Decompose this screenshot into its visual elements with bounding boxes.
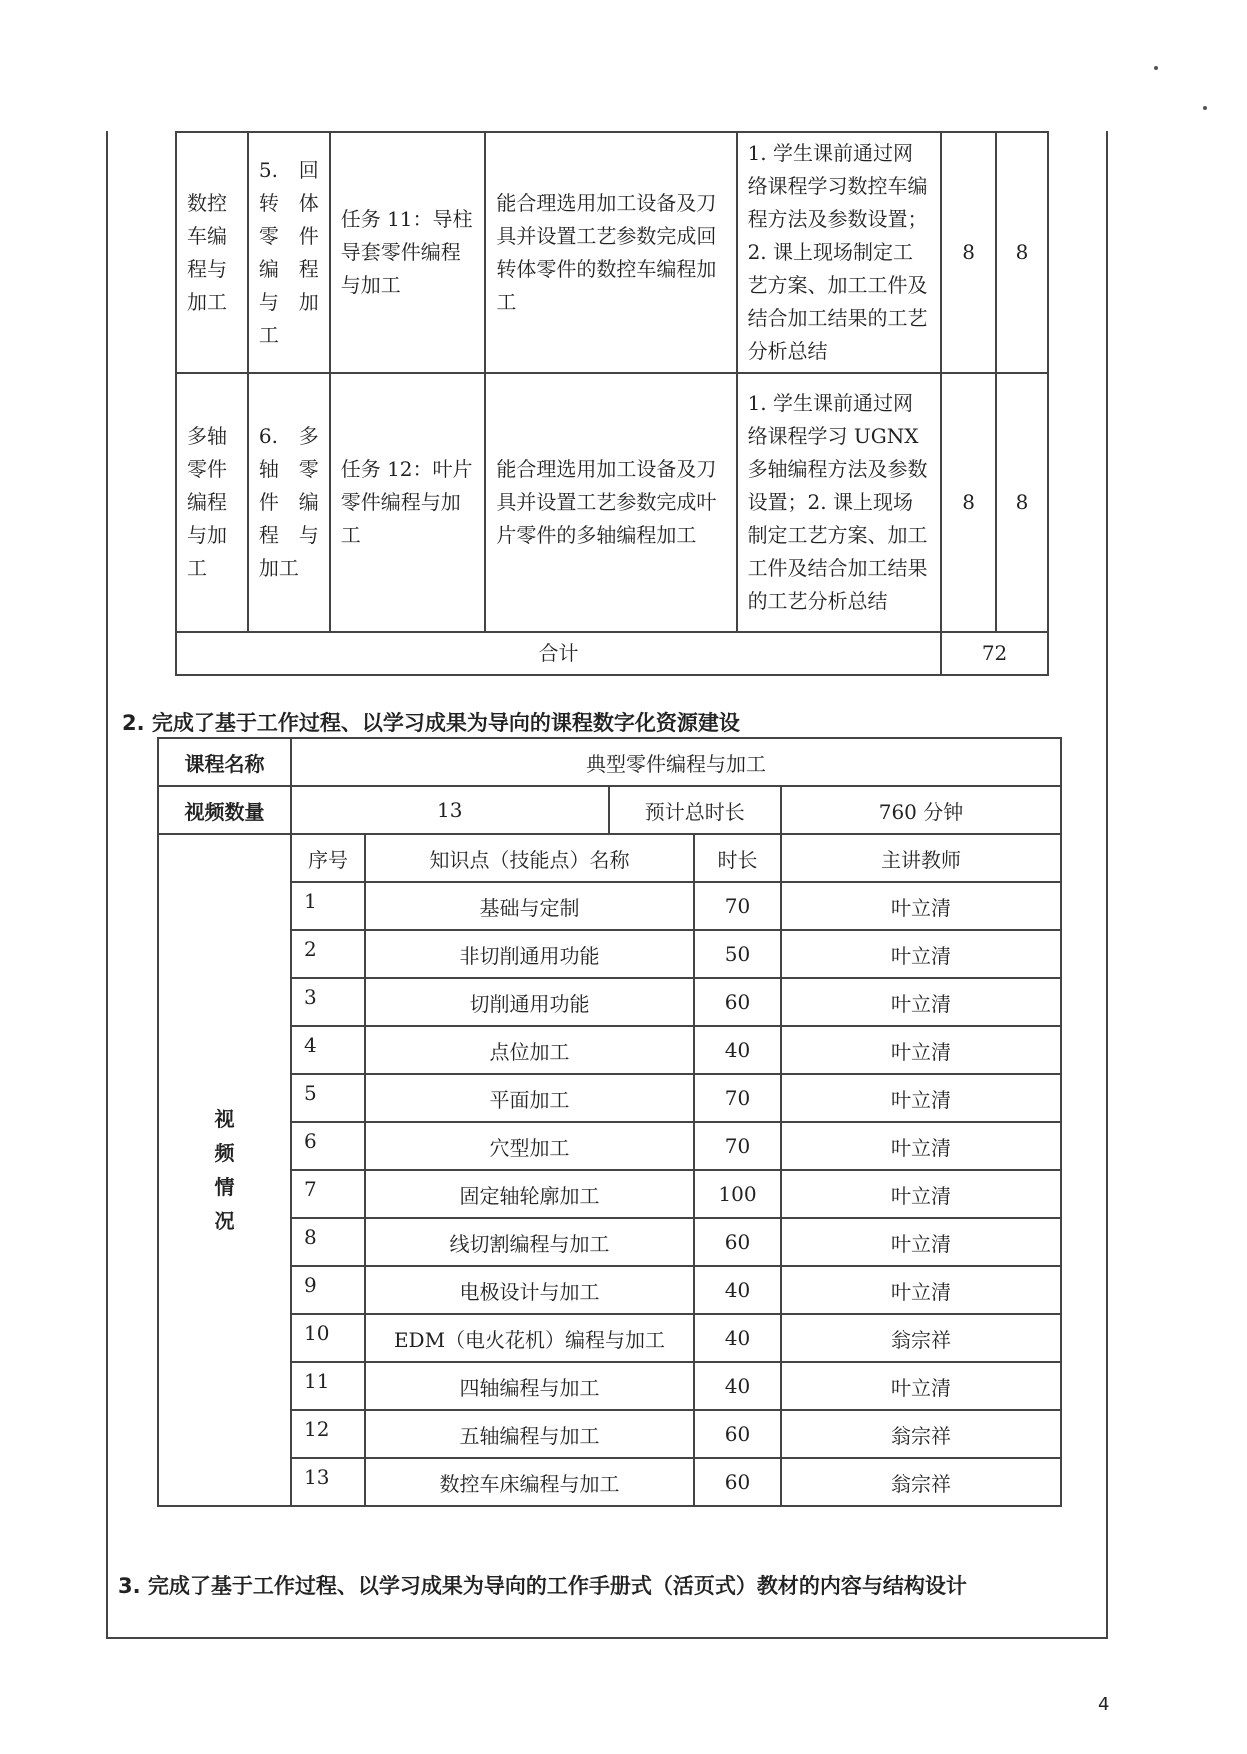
video-name: 基础与定制 [365, 882, 694, 930]
scan-speck [1203, 106, 1207, 110]
video-name: 四轴编程与加工 [365, 1362, 694, 1410]
video-duration: 70 [694, 882, 781, 930]
table-row [158, 1458, 1061, 1506]
hours-cell: 8 [996, 373, 1048, 632]
video-no: 13 [291, 1458, 365, 1506]
video-name: 切削通用功能 [365, 978, 694, 1026]
video-teacher: 叶立清 [781, 1026, 1061, 1074]
scan-speck [1154, 66, 1158, 70]
hours-cell: 8 [996, 132, 1048, 373]
video-name: 线切割编程与加工 [365, 1218, 694, 1266]
video-no: 10 [291, 1314, 365, 1362]
video-duration: 60 [694, 1458, 781, 1506]
video-teacher: 叶立清 [781, 1266, 1061, 1314]
column-header: 主讲教师 [781, 834, 1061, 882]
video-teacher: 翁宗祥 [781, 1314, 1061, 1362]
task-cell: 任务 11：导柱导套零件编程与加工 [330, 132, 486, 373]
table-row [158, 882, 1061, 930]
video-duration: 40 [694, 1266, 781, 1314]
table-header-row [158, 834, 1061, 882]
video-teacher: 叶立清 [781, 1362, 1061, 1410]
table-row [158, 1218, 1061, 1266]
video-duration: 60 [694, 1410, 781, 1458]
video-no: 9 [291, 1266, 365, 1314]
method-cell: 1. 学生课前通过网络课程学习 UGNX 多轴编程方法及参数设置；2. 课上现场制定工艺方案、加工工件及结合加工结果的工艺分析总结 [737, 373, 942, 632]
video-no: 4 [291, 1026, 365, 1074]
table-row [176, 132, 1048, 373]
course-name-row [158, 738, 1061, 786]
video-no: 12 [291, 1410, 365, 1458]
course-cell: 多轴零件编程与加工 [176, 373, 248, 632]
video-teacher: 叶立清 [781, 1074, 1061, 1122]
video-no: 11 [291, 1362, 365, 1410]
table-row [158, 930, 1061, 978]
module-cell: 6. 多轴零件编程与加工 [248, 373, 330, 632]
course-name-value: 典型零件编程与加工 [291, 738, 1061, 786]
video-name: 固定轴轮廓加工 [365, 1170, 694, 1218]
table-row [158, 978, 1061, 1026]
video-name: 电极设计与加工 [365, 1266, 694, 1314]
video-duration: 60 [694, 1218, 781, 1266]
column-header: 时长 [694, 834, 781, 882]
section-3-title: 3. 完成了基于工作过程、以学习成果为导向的工作手册式（活页式）教材的内容与结构设计 [118, 1574, 967, 1598]
table-row [158, 1026, 1061, 1074]
video-duration: 40 [694, 1314, 781, 1362]
video-no: 5 [291, 1074, 365, 1122]
video-teacher: 叶立清 [781, 930, 1061, 978]
video-duration: 70 [694, 1122, 781, 1170]
video-name: 穴型加工 [365, 1122, 694, 1170]
goal-cell: 能合理选用加工设备及刀具并设置工艺参数完成叶片零件的多轴编程加工 [485, 373, 736, 632]
video-teacher: 叶立清 [781, 978, 1061, 1026]
total-label: 合计 [176, 632, 941, 675]
video-no: 6 [291, 1122, 365, 1170]
video-no: 7 [291, 1170, 365, 1218]
video-duration: 60 [694, 978, 781, 1026]
video-name: 点位加工 [365, 1026, 694, 1074]
method-cell: 1. 学生课前通过网络课程学习数控车编程方法及参数设置；2. 课上现场制定工艺方案、加工工件及结合加工结果的工艺分析总结 [737, 132, 942, 373]
video-teacher: 翁宗祥 [781, 1458, 1061, 1506]
course-cell: 数控车编程与加工 [176, 132, 248, 373]
column-header: 序号 [291, 834, 365, 882]
video-duration: 70 [694, 1074, 781, 1122]
total-row [176, 632, 1048, 675]
table-row [158, 1410, 1061, 1458]
video-name: 非切削通用功能 [365, 930, 694, 978]
video-count-label: 视频数量 [158, 786, 291, 834]
hours-cell: 8 [941, 132, 996, 373]
video-name: 五轴编程与加工 [365, 1410, 694, 1458]
video-duration: 40 [694, 1362, 781, 1410]
video-name: EDM（电火花机）编程与加工 [365, 1314, 694, 1362]
video-table [157, 737, 1062, 1507]
video-duration: 100 [694, 1170, 781, 1218]
video-count-value: 13 [291, 786, 609, 834]
module-cell: 5. 回转体零件编程与加工 [248, 132, 330, 373]
video-teacher: 叶立清 [781, 1122, 1061, 1170]
video-teacher: 翁宗祥 [781, 1410, 1061, 1458]
video-section-label: 视频情况 [158, 834, 291, 1506]
page-number: 4 [1098, 1694, 1110, 1715]
task-table [175, 131, 1049, 676]
video-name: 数控车床编程与加工 [365, 1458, 694, 1506]
table-row [158, 1170, 1061, 1218]
task-cell: 任务 12：叶片零件编程与加工 [330, 373, 486, 632]
table-row [158, 1362, 1061, 1410]
section-2-title: 2. 完成了基于工作过程、以学习成果为导向的课程数字化资源建设 [122, 711, 740, 735]
table-row [158, 1074, 1061, 1122]
video-no: 8 [291, 1218, 365, 1266]
table-row [158, 1314, 1061, 1362]
table-row [158, 1266, 1061, 1314]
column-header: 知识点（技能点）名称 [365, 834, 694, 882]
total-value: 72 [941, 632, 1048, 675]
video-count-row [158, 786, 1061, 834]
course-name-label: 课程名称 [158, 738, 291, 786]
video-no: 1 [291, 882, 365, 930]
total-duration-label: 预计总时长 [609, 786, 781, 834]
video-duration: 40 [694, 1026, 781, 1074]
video-no: 3 [291, 978, 365, 1026]
table-row [176, 373, 1048, 632]
hours-cell: 8 [941, 373, 996, 632]
video-teacher: 叶立清 [781, 1170, 1061, 1218]
video-teacher: 叶立清 [781, 882, 1061, 930]
total-duration-value: 760 分钟 [781, 786, 1061, 834]
video-duration: 50 [694, 930, 781, 978]
video-no: 2 [291, 930, 365, 978]
goal-cell: 能合理选用加工设备及刀具并设置工艺参数完成回转体零件的数控车编程加工 [485, 132, 736, 373]
video-name: 平面加工 [365, 1074, 694, 1122]
video-teacher: 叶立清 [781, 1218, 1061, 1266]
table-row [158, 1122, 1061, 1170]
